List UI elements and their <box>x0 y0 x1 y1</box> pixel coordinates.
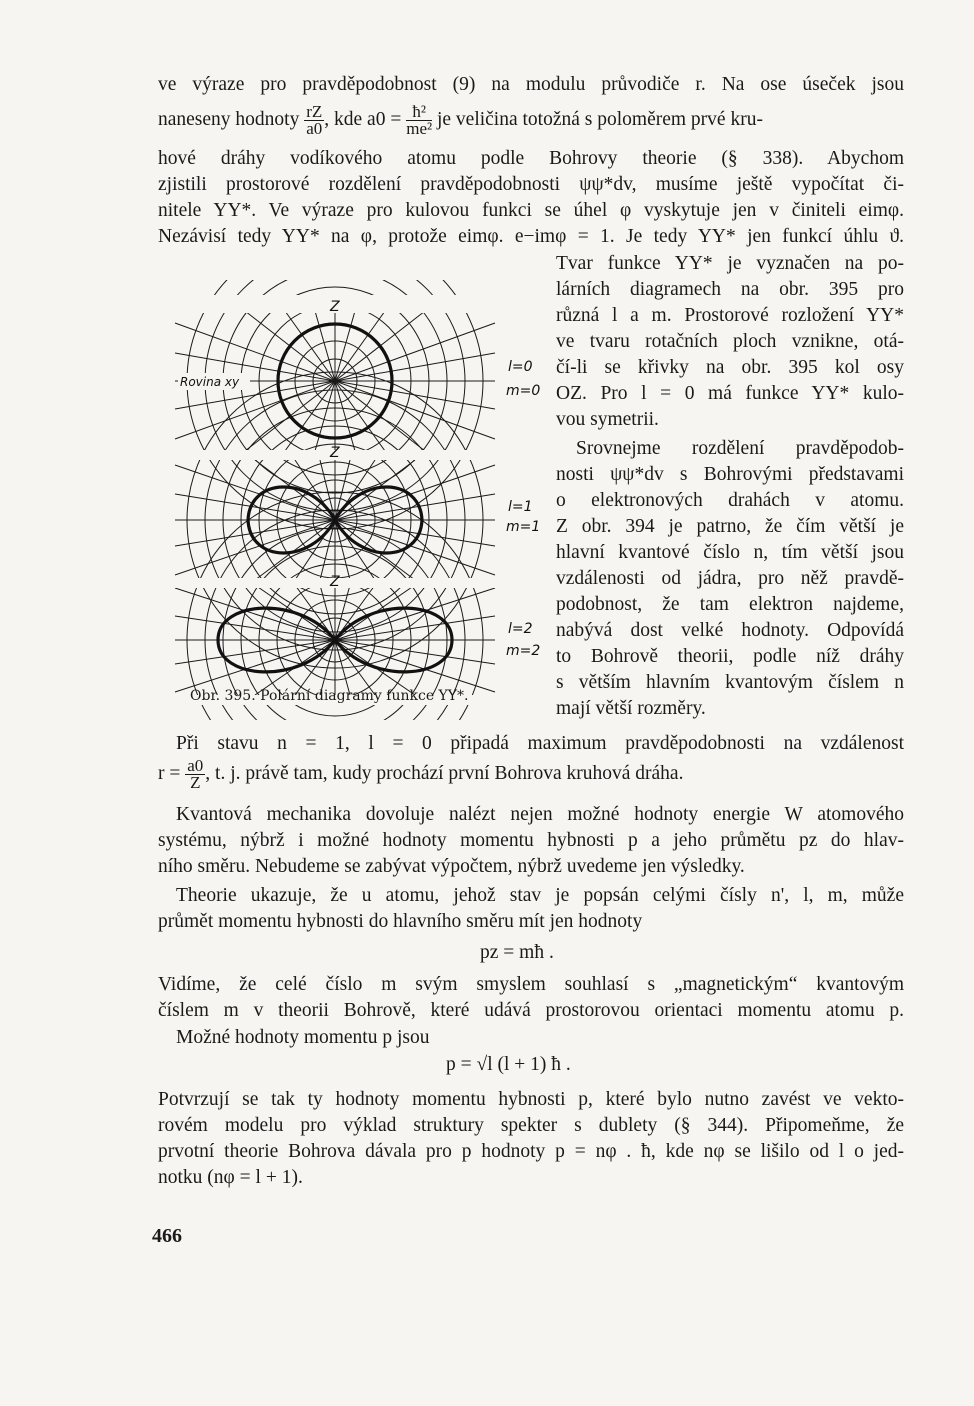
text-line: číslem m v theorii Bohrově, které udává prostorovou orientaci momentu atomu p. <box>158 1000 904 1021</box>
text-line: s větším hlavním kvantovým číslem n <box>556 672 904 693</box>
text-line: Při stavu n = 1, l = 0 připadá maximum pravděpodobnosti na vzdálenost <box>176 733 904 754</box>
text-line: systému, nýbrž i možné hodnoty momentu hybnosti p a jeho průmětu pz do hlav- <box>158 830 904 851</box>
fraction-hbar-me2: $\frac{\text{ħ²}}{\text{me²}}$ <box>406 102 433 138</box>
equation-p: p = √l (l + 1) ħ . <box>446 1054 571 1075</box>
text-line: zjistili prostorové rozdělení pravděpodobnosti ψψ*dv, musíme ještě vypočítat či- <box>158 174 904 195</box>
text-line: mají větší rozměry. <box>556 698 706 719</box>
text-line: nosti ψψ*dv s Bohrovými představami <box>556 464 904 485</box>
polar-diagrams-figure <box>170 280 550 720</box>
label-l-1: l=0 <box>508 359 533 375</box>
label-m-2: m=1 <box>506 519 541 535</box>
text-line: průmět momentu hybnosti do hlavního směru mít jen hodnoty <box>158 911 643 932</box>
text-line: Nezávisí tedy YY* na φ, protože eimφ. e−imφ = 1. Je tedy YY* jen funkcí úhlu ϑ. <box>158 226 904 247</box>
text-line: nabývá dost velké hodnoty. Odpovídá <box>556 620 904 641</box>
text-line: notku (nφ = l + 1). <box>158 1167 303 1188</box>
text-fragment: je veličina totožná s poloměrem prvé kru- <box>436 108 763 130</box>
text-line: o elektronových drahách v atomu. <box>556 490 904 511</box>
text-line: Kvantová mechanika dovoluje nalézt nejen možné hodnoty energie W atomového <box>176 804 904 825</box>
plane-label: Rovina xy <box>180 375 240 389</box>
axis-label-z-2: Z <box>330 445 340 461</box>
text-line: Vidíme, že celé číslo m svým smyslem souhlasí s „magnetickým“ kvantovým <box>158 974 904 995</box>
text-line: Theorie ukazuje, že u atomu, jehož stav je popsán celými čísly n', l, m, může <box>176 885 904 906</box>
text-line: nitele YY*. Ve výraze pro kulovou funkci se úhel φ vyskytuje jen v činiteli eimφ. <box>158 200 904 221</box>
text-line: podobnost, že tam elektron najdeme, <box>556 594 904 615</box>
label-l-3: l=2 <box>508 621 533 637</box>
text-line-with-fraction: r = $\frac{a0}{Z}$ , t. j. právě tam, kudy prochází první Bohrova kruhová dráha. <box>158 756 684 792</box>
text-line: ve tvaru rotačních ploch vznikne, otá- <box>556 331 904 352</box>
text-line: různá l a m. Prostorové rozložení YY* <box>556 305 904 326</box>
text-line: hlavní kvantové číslo n, tím větší jsou <box>556 542 904 563</box>
text-line: rovém modelu pro výklad struktury spekter s dublety (§ 344). Připomeňme, že <box>158 1115 904 1136</box>
label-l-2: l=1 <box>508 499 533 515</box>
text-line: čí-li se křivky na obr. 395 kol osy <box>556 357 904 378</box>
text-fragment: , kde a0 = <box>324 108 402 130</box>
text-line: hové dráhy vodíkového atomu podle Bohrovy theorie (§ 338). Abychom <box>158 148 904 169</box>
text-line: Srovnejme rozdělení pravděpodob- <box>576 438 904 459</box>
text-line: lárních diagramech na obr. 395 pro <box>556 279 904 300</box>
text-line: vou symetrii. <box>556 409 659 430</box>
text-line: Tvar funkce YY* je vyznačen na po- <box>556 253 904 274</box>
text-line: to Bohrově theorii, podle níž dráhy <box>556 646 904 667</box>
page-number: 466 <box>152 1225 182 1247</box>
text-line: prvotní theorie Bohrova dávala pro p hodnoty p = nφ . ħ, kde nφ se lišilo od l o jed- <box>158 1141 904 1162</box>
axis-label-z-1: Z <box>330 299 340 315</box>
fraction-rz-a0: $\frac{rZ}{a0}$ <box>306 102 323 138</box>
text-line: Potvrzují se tak ty hodnoty momentu hybnosti p, které bylo nutno zavést ve vekto- <box>158 1089 904 1110</box>
figure-caption: Obr. 395. Polární diagramy funkce YY*. <box>190 688 469 704</box>
text-line: Možné hodnoty momentu p jsou <box>176 1027 430 1048</box>
text-line: ního směru. Nebudeme se zabývat výpočtem, nýbrž uvedeme jen výsledky. <box>158 856 745 877</box>
text-fragment: naneseny hodnoty <box>158 108 300 130</box>
text-line: vzdálenosti od jádra, pro něž pravdě- <box>556 568 904 589</box>
text-line: ve výraze pro pravděpodobnost (9) na modulu průvodiče r. Na ose úseček jsou <box>158 74 904 95</box>
axis-label-z-3: Z <box>330 574 340 590</box>
equation-pz: pz = mħ . <box>480 942 554 963</box>
label-m-3: m=2 <box>506 643 541 659</box>
text-line-with-fractions <box>158 104 904 154</box>
text-line: OZ. Pro l = 0 má funkce YY* kulo- <box>556 383 904 404</box>
label-m-1: m=0 <box>506 383 541 399</box>
text-line: Z obr. 394 je patrno, že čím větší je <box>556 516 904 537</box>
fraction-a0-z: $\frac{a0}{Z}$ <box>187 756 204 792</box>
